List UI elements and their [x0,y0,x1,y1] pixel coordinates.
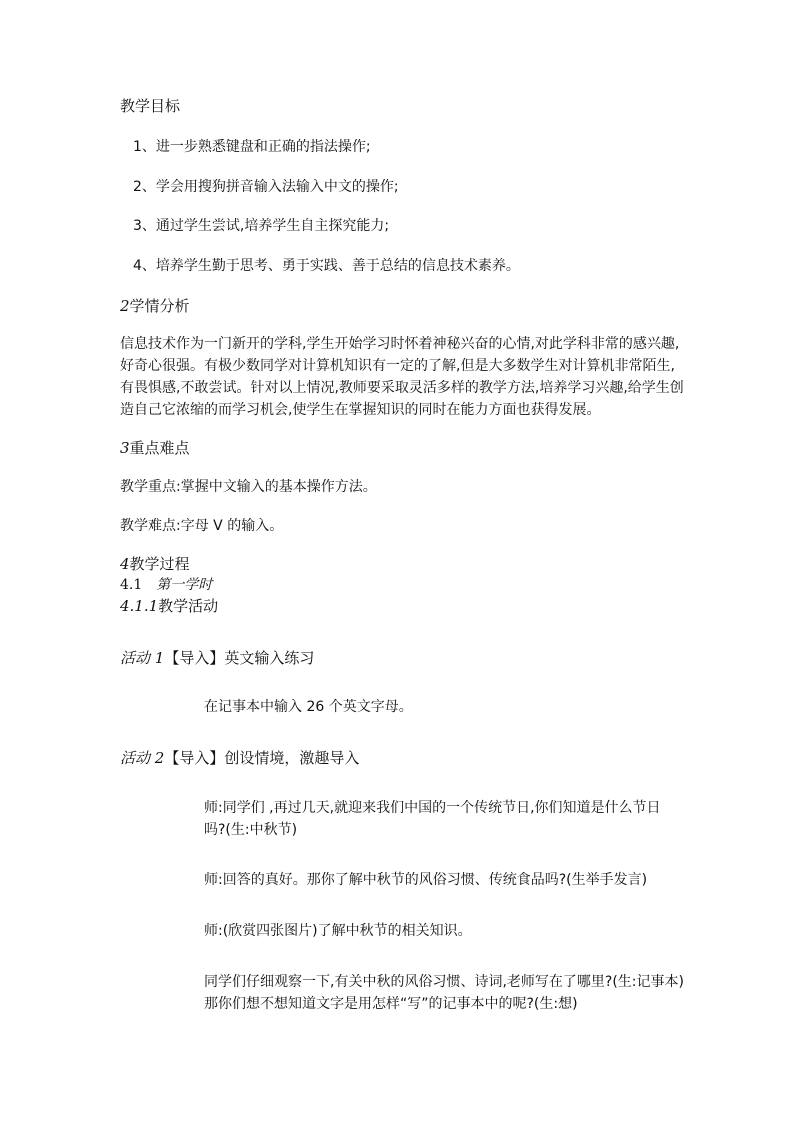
keypoints-title: 重点难点 [129,439,190,457]
subsection-number: 4.1.1 [120,597,159,615]
lesson-title: 第一学时 [156,577,213,593]
objectives-title: 教学目标 [120,97,181,115]
section-number: 2 [120,297,130,315]
dialogue-line: 师:同学们 ,再过几天,就迎来我们中国的一个传统节日,你们知道是什么节日 [204,800,661,816]
activity-section-heading [120,596,218,616]
teaching-difficulty: 教学难点:字母 V 的输入。 [120,518,284,534]
dialogue-line: 吗?(生:中秋节) [204,822,298,838]
activity-label: 活动 2 [120,749,165,767]
dialogue-line: 同学们仔细观察一下,有关中秋的风俗习惯、诗词,老师写在了哪里?(生:记事本) [204,974,684,990]
activity-1-heading [120,648,314,668]
activity-label: 活动 1 [120,649,165,667]
dialogue-line: 那你们想不想知道文字是用怎样“写”的记事本中的呢?(生:想) [204,996,578,1012]
activity-1-text: 在记事本中输入 26 个英文字母。 [204,699,413,715]
process-heading [120,554,190,574]
analysis-text-line: 造自己它浓缩的而学习机会,使学生在掌握知识的同时在能力方面也获得发展。 [120,402,601,418]
analysis-title: 学情分析 [129,297,190,315]
dialogue-line: 师:(欣赏四张图片)了解中秋节的相关知识。 [204,923,472,939]
keypoints-heading [120,438,190,458]
lesson-heading [120,575,212,595]
analysis-text-line: 有畏惧感,不敢尝试。针对以上情况,教师要采取灵活多样的教学方法,培养学习兴趣,给学生创 [120,380,684,396]
activity-section-title: 教学活动 [158,597,219,615]
objective-item: 4、培养学生勤于思考、勇于实践、善于总结的信息技术素养。 [133,258,520,274]
analysis-heading [120,296,190,316]
activity-2-heading [120,748,359,768]
teaching-focus: 教学重点:掌握中文输入的基本操作方法。 [120,479,377,495]
objective-item: 2、学会用搜狗拼音输入法输入中文的操作; [133,179,399,195]
objective-item: 3、通过学生尝试,培养学生自主探究能力; [133,218,390,234]
dialogue-line: 师:回答的真好。那你了解中秋节的风俗习惯、传统食品吗?(生举手发言) [204,872,648,888]
process-title: 教学过程 [129,555,190,573]
subsection-number: 4.1 [120,577,143,593]
section-number: 3 [120,439,130,457]
activity-title: 【导入】创设情境，激趣导入 [164,749,360,767]
analysis-text-line: 信息技术作为一门新开的学科,学生开始学习时怀着神秘兴奋的心情,对此学科非常的感兴趣, [120,336,680,352]
analysis-text-line: 好奇心很强。有极少数同学对计算机知识有一定的了解,但是大多数学生对计算机非常陌生, [120,358,675,374]
objective-item: 1、进一步熟悉键盘和正确的指法操作; [133,139,371,155]
activity-title: 【导入】英文输入练习 [164,649,315,667]
section-number: 4 [120,555,130,573]
